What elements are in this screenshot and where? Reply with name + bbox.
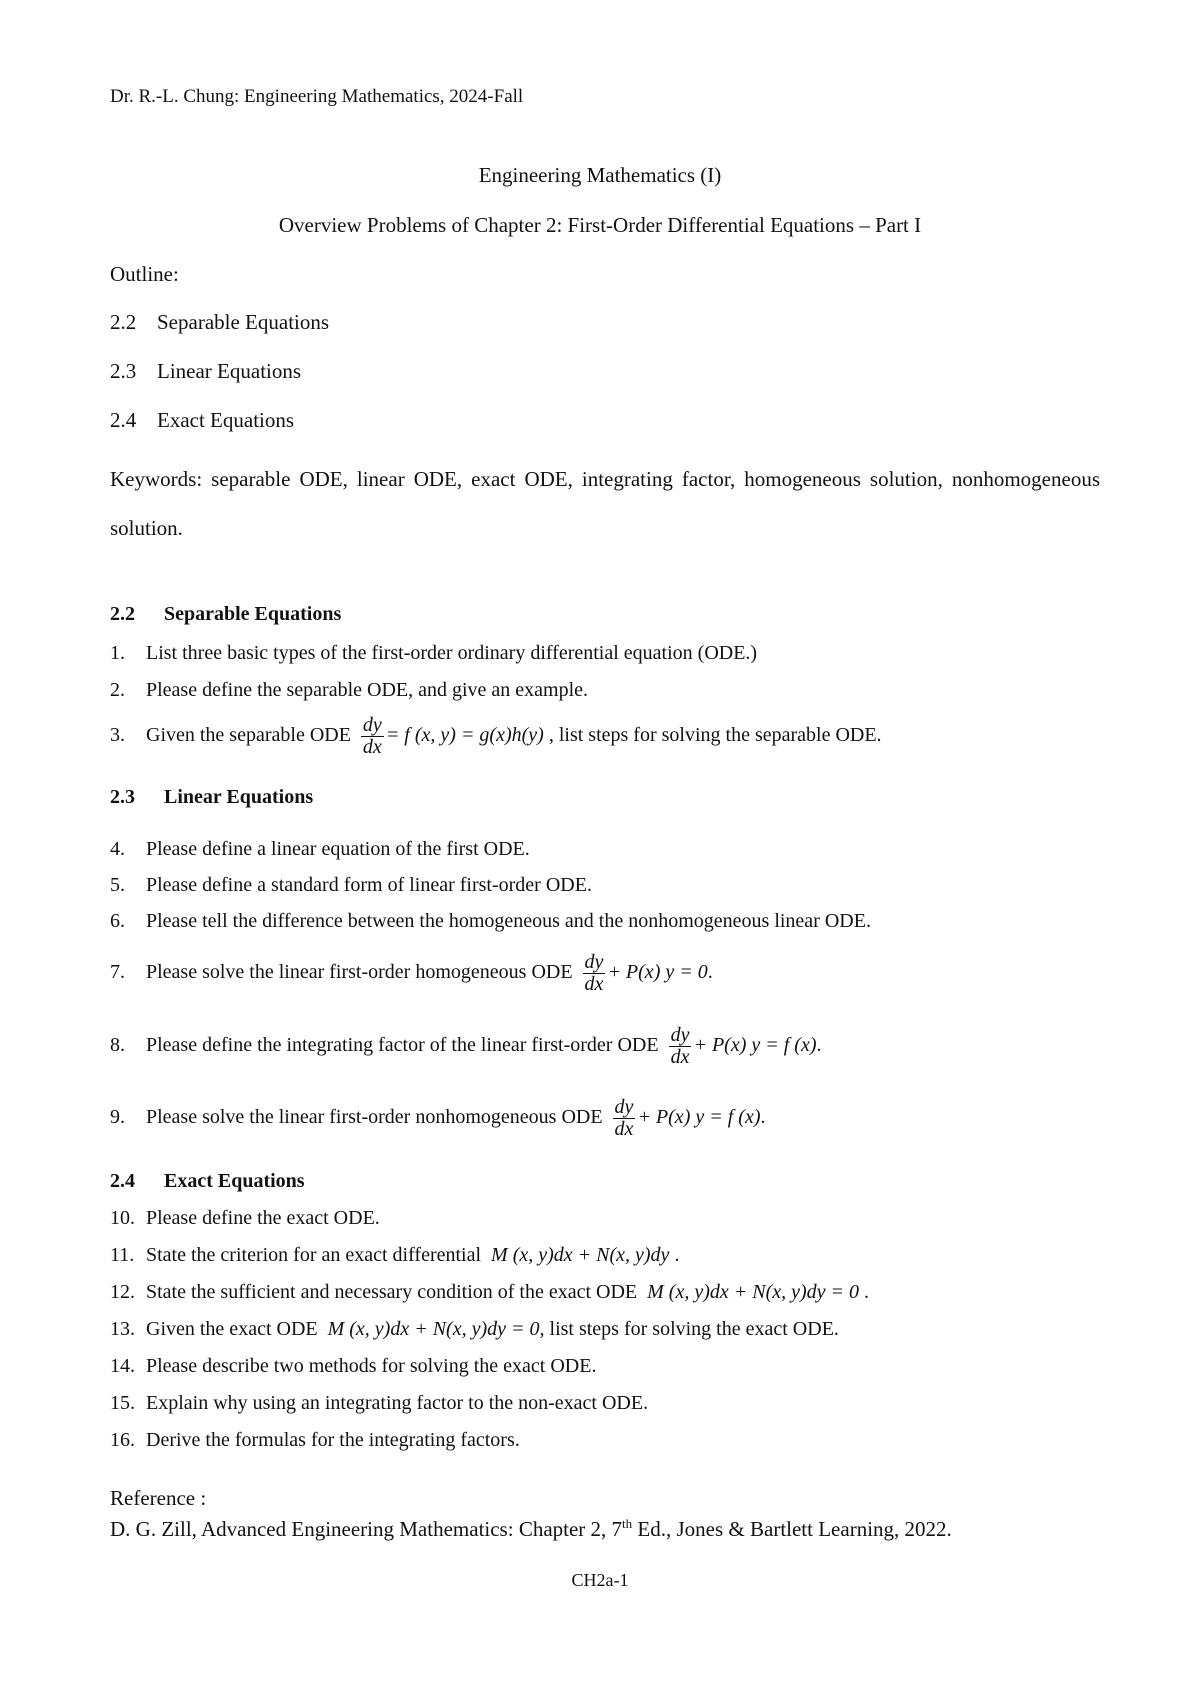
outline-item: 2.2 Separable Equations: [110, 310, 330, 334]
outline-label: Outline:: [110, 262, 179, 286]
question-item: 10. Please define the exact ODE.: [110, 1207, 380, 1229]
question-item: 6. Please tell the difference between the homogeneous and the nonhomogeneous linear ODE.: [110, 910, 871, 932]
fraction-dy-dx: $\frac{dy}{dx}$: [670, 1024, 690, 1068]
section-heading: 2.4 Exact Equations: [110, 1170, 305, 1192]
reference-citation: D. G. Zill, Advanced Engineering Mathematics: Chapter 2, 7th Ed., Jones & Bartlett Learning, 2022.: [110, 1516, 952, 1541]
section-heading: 2.2 Separable Equations: [110, 603, 342, 625]
equation: + P(x) y = f (x): [637, 1106, 761, 1129]
question-item: 11. State the criterion for an exact differential M (x, y)dx + N(x, y)dy .: [110, 1244, 680, 1266]
equation: + P(x) y = 0: [607, 961, 708, 984]
equation: = f (x, y) = g(x)h(y): [385, 724, 544, 747]
page-header: Dr. R.-L. Chung: Engineering Mathematics, 2024-Fall: [110, 86, 524, 107]
outline-item: 2.3 Linear Equations: [110, 359, 302, 383]
equation: + P(x) y = f (x): [693, 1034, 817, 1057]
question-item: 15. Explain why using an integrating factor to the non-exact ODE.: [110, 1392, 649, 1414]
equation: M (x, y)dx + N(x, y)dy = 0: [327, 1318, 540, 1340]
outline-item: 2.4 Exact Equations: [110, 408, 295, 432]
reference-label: Reference :: [110, 1486, 207, 1510]
question-item: 12. State the sufficient and necessary condition of the exact ODE M (x, y)dx + N(x, y)dy = 0 .: [110, 1281, 870, 1303]
question-item: 7. Please solve the linear first-order homogeneous ODE $\frac{dy}{dx}$ + P(x) y = 0.: [110, 951, 713, 995]
question-item: 9. Please solve the linear first-order nonhomogeneous ODE $\frac{dy}{dx}$ + P(x) y = f (x).: [110, 1096, 766, 1140]
equation: M (x, y)dx + N(x, y)dy: [491, 1244, 670, 1266]
document-title: Engineering Mathematics (I): [478, 163, 722, 187]
question-item: 14. Please describe two methods for solving the exact ODE.: [110, 1355, 597, 1377]
question-item: 4. Please define a linear equation of the first ODE.: [110, 838, 530, 860]
question-item: 3. Given the separable ODE $\frac{dy}{dx}$ = f (x, y) = g(x)h(y) , list steps for solving the separable ODE.: [110, 714, 882, 758]
keywords-paragraph: Keywords: separable ODE, linear ODE, exact ODE, integrating factor, homogeneous solution, nonhomogeneous solution.: [110, 467, 1100, 540]
section-heading: 2.3 Linear Equations: [110, 786, 314, 808]
fraction-dy-dx: $\frac{dy}{dx}$: [362, 714, 382, 758]
fraction-dy-dx: $\frac{dy}{dx}$: [584, 951, 604, 995]
question-item: 2. Please define the separable ODE, and give an example.: [110, 679, 589, 701]
question-item: 16. Derive the formulas for the integrating factors.: [110, 1429, 520, 1451]
page-number: CH2a-1: [571, 1570, 629, 1590]
fraction-dy-dx: $\frac{dy}{dx}$: [614, 1096, 634, 1140]
question-item: 13. Given the exact ODE M (x, y)dx + N(x, y)dy = 0, list steps for solving the exact ODE.: [110, 1318, 839, 1340]
question-item: 5. Please define a standard form of linear first-order ODE.: [110, 874, 592, 896]
question-item: 8. Please define the integrating factor of the linear first-order ODE $\frac{dy}{dx}$ + P(x) y = f (x).: [110, 1024, 822, 1068]
question-item: 1. List three basic types of the first-order ordinary differential equation (ODE.): [110, 642, 758, 664]
equation: M (x, y)dx + N(x, y)dy = 0: [647, 1281, 860, 1303]
document-subtitle: Overview Problems of Chapter 2: First-Order Differential Equations – Part I: [278, 213, 922, 237]
